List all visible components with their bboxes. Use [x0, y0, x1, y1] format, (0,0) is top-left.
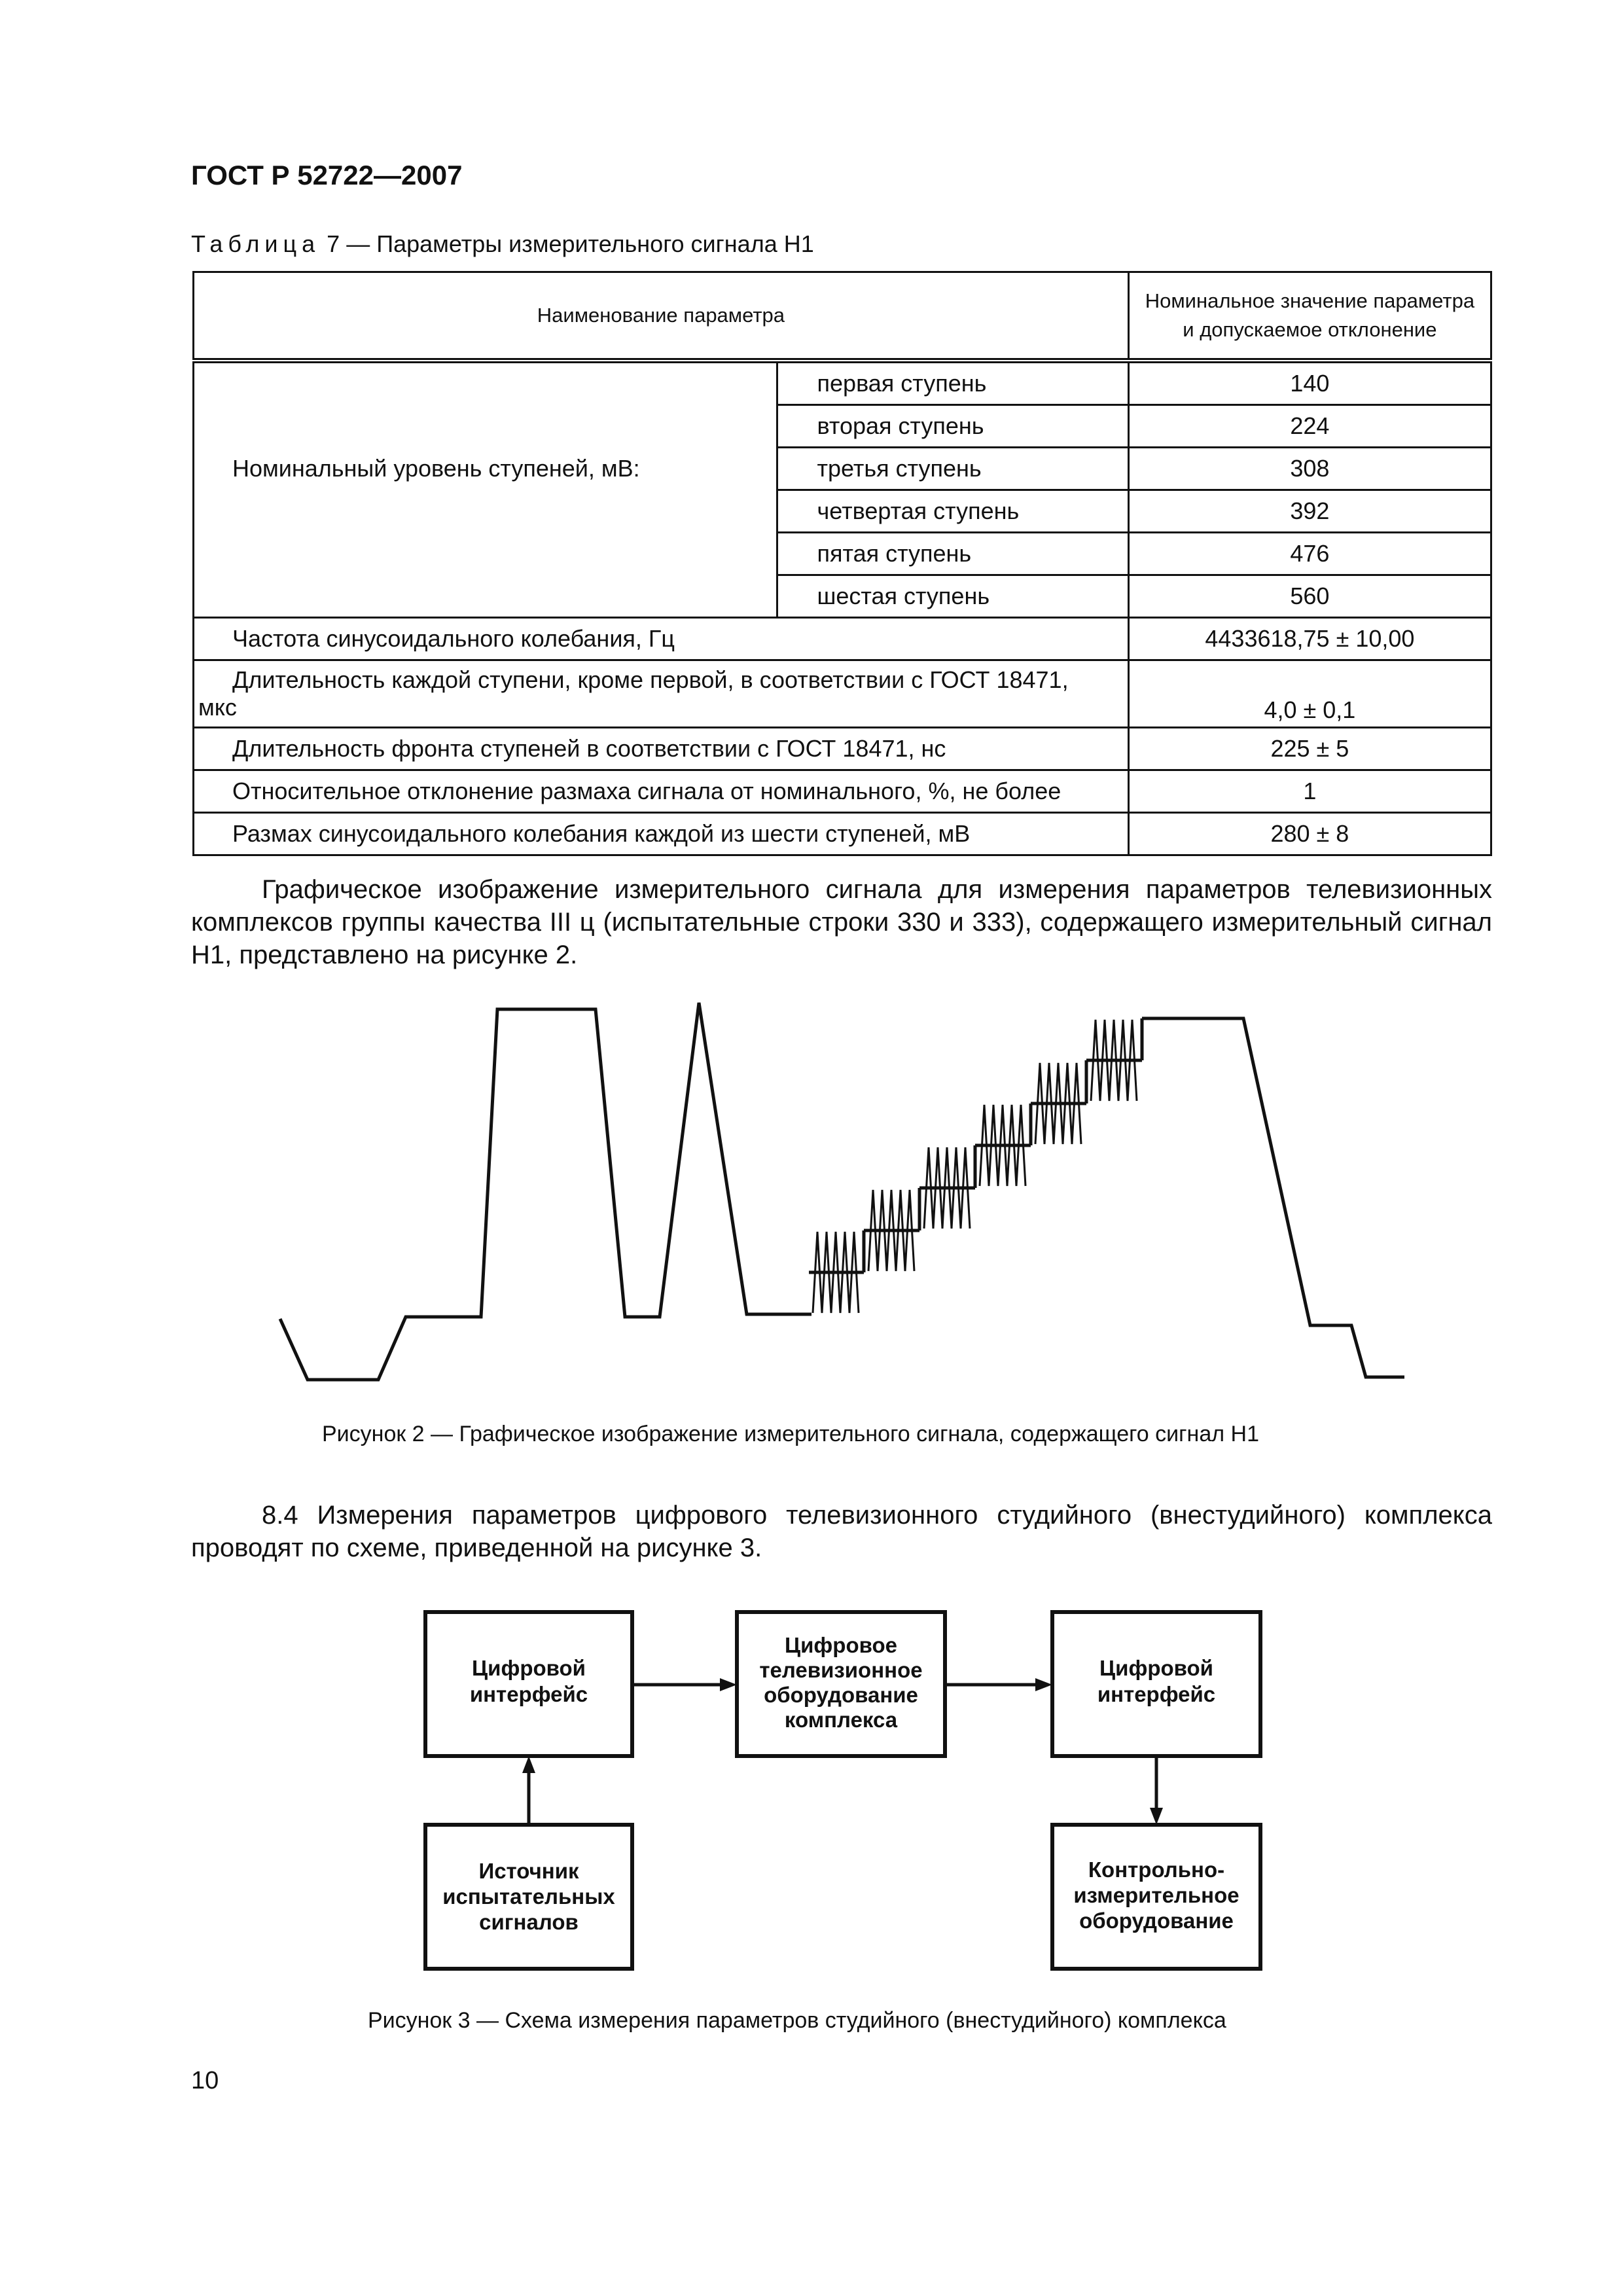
step-name: вторая ступень	[777, 405, 1128, 448]
param-value: 280 ± 8	[1128, 813, 1491, 855]
step-name: третья ступень	[777, 448, 1128, 490]
param-value: 1	[1128, 770, 1491, 813]
param-value: 4,0 ± 0,1	[1128, 660, 1491, 728]
waveform-tail	[1142, 1018, 1404, 1377]
digital-interface-in-label-2: интерфейс	[469, 1682, 588, 1706]
digital-interface-out-label-2: интерфейс	[1097, 1682, 1216, 1706]
tv-equipment-label-4: комплекса	[784, 1708, 898, 1732]
step-value: 308	[1128, 448, 1491, 490]
param-name: Размах синусоидального колебания каждой из шести ступеней, мВ	[194, 813, 1129, 855]
header-param-name: Наименование параметра	[194, 272, 1129, 361]
table-caption-prefix: Таблица	[191, 230, 321, 257]
measuring-equipment-label-1: Контрольно-	[1088, 1857, 1225, 1882]
step-value: 224	[1128, 405, 1491, 448]
paragraph1-text: Графическое изображение измерительного сигнала для измерения параметров телевизионных комплексов группы качества III ц (испытательные строки 330 и 333), содержащего измерительный сигнал Н1, представлено на рисунке 2.	[191, 875, 1492, 969]
paragraph2-text: 8.4 Измерения параметров цифрового телевизионного студийного (внестудийного) комплекса проводят по схеме, приведенной на рисунке 3.	[191, 1501, 1492, 1562]
digital-interface-in-label-1: Цифровой	[472, 1656, 586, 1680]
step-name: четвертая ступень	[777, 490, 1128, 533]
figure3-caption: Рисунок 3 — Схема измерения параметров студийного (внестудийного) комплекса	[368, 2008, 1226, 2033]
signal-source-label-1: Источник	[478, 1859, 579, 1883]
step-value: 476	[1128, 533, 1491, 575]
page-number: 10	[191, 2067, 219, 2094]
paragraph-8-4	[191, 1499, 1492, 1564]
param-name: Относительное отклонение размаха сигнала от номинального, %, не более	[194, 770, 1129, 813]
waveform-trace	[280, 1003, 812, 1380]
header-value-line2: и допускаемое отклонение	[1183, 318, 1437, 341]
step-name: первая ступень	[777, 361, 1128, 405]
figure2-caption: Рисунок 2 — Графическое изображение измерительного сигнала, содержащего сигнал Н1	[322, 1422, 1259, 1446]
measuring-equipment-label-3: оборудование	[1079, 1909, 1234, 1933]
arrowhead-up-icon	[522, 1756, 535, 1773]
block-labels	[442, 1633, 1239, 1934]
param-value: 225 ± 5	[1128, 728, 1491, 770]
header-value-line1: Номинальное значение параметра	[1145, 289, 1475, 312]
step-value: 392	[1128, 490, 1491, 533]
h1-signal-waveform	[280, 1003, 1404, 1380]
measuring-equipment-label-2: измерительное	[1073, 1883, 1240, 1907]
param-name: Частота синусоидального колебания, Гц	[194, 618, 1129, 660]
tv-equipment-label-3: оборудование	[764, 1683, 918, 1707]
signal-source-label-3: сигналов	[479, 1910, 579, 1934]
param-name-line2: мкс	[198, 694, 237, 721]
step-name: пятая ступень	[777, 533, 1128, 575]
arrowhead-right-icon	[1035, 1678, 1052, 1691]
tv-equipment-label-2: телевизионное	[759, 1658, 923, 1682]
param-value: 4433618,75 ± 10,00	[1128, 618, 1491, 660]
tv-equipment-label-1: Цифровое	[785, 1633, 897, 1657]
step-name: шестая ступень	[777, 575, 1128, 618]
table-caption-text: 7 — Параметры измерительного сигнала Н1	[327, 230, 814, 257]
signal-source-label-2: испытательных	[442, 1884, 615, 1909]
steps-label: Номинальный уровень ступеней, мВ:	[194, 361, 777, 618]
arrowhead-right-icon	[720, 1678, 737, 1691]
arrowhead-down-icon	[1150, 1808, 1163, 1825]
param-name: Длительность фронта ступеней в соответствии с ГОСТ 18471, нс	[194, 728, 1129, 770]
step-value: 140	[1128, 361, 1491, 405]
document-header: ГОСТ Р 52722—2007	[191, 160, 463, 190]
param-name-line1: Длительность каждой ступени, кроме первой, в соответствии с ГОСТ 18471,	[232, 666, 1069, 693]
digital-interface-out-label-1: Цифровой	[1099, 1656, 1213, 1680]
step-value: 560	[1128, 575, 1491, 618]
